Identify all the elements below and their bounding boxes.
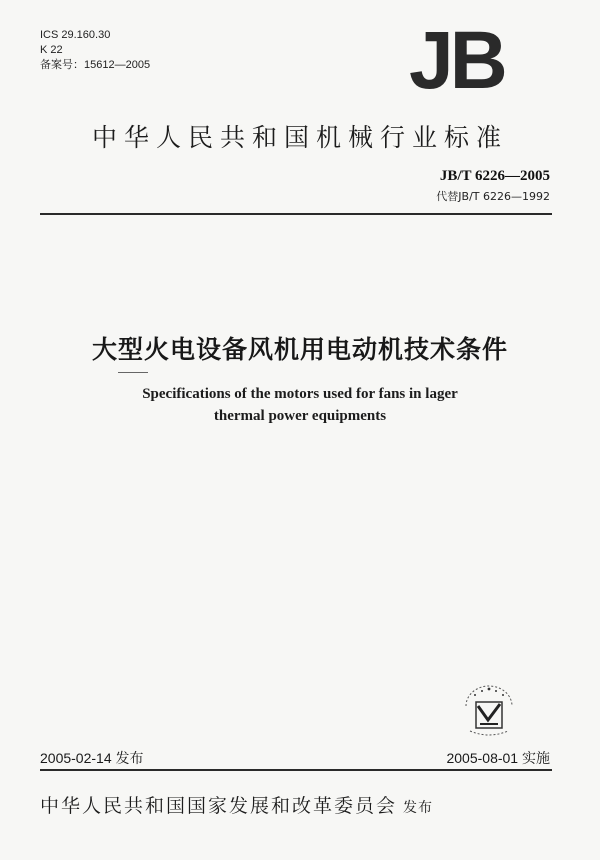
title-english-line-2: thermal power equipments	[213, 408, 387, 424]
issue-date: 2005-02-14 发布	[40, 750, 144, 766]
top-divider	[40, 213, 552, 215]
publisher-seal-icon	[458, 684, 520, 742]
title-english-line-1: Specifications of the motors used for fans in lager	[142, 386, 458, 402]
standard-number: JB/T 6226—2005	[439, 168, 550, 184]
record-number: 备案号：15612—2005	[40, 59, 151, 71]
jb-logo	[408, 15, 504, 106]
title-separator	[118, 372, 148, 373]
bottom-divider	[40, 769, 552, 771]
standard-category: 中华人民共和国机械行业标准	[91, 123, 508, 152]
jb-logo-text: JB	[408, 15, 504, 106]
issuer-name: 中华人民共和国国家发展和改革委员会	[40, 795, 398, 817]
implementation-date: 2005-08-01 实施	[446, 750, 550, 766]
issuer-suffix: 发布	[403, 800, 434, 816]
issuing-authority	[40, 791, 433, 818]
ics-code: ICS 29.160.30	[40, 29, 111, 41]
classification-code: K 22	[40, 44, 63, 56]
replaces-standard: 代替JB/T 6226—1992	[436, 190, 550, 203]
title-chinese: 大型火电设备风机用电动机技术条件	[91, 335, 508, 364]
